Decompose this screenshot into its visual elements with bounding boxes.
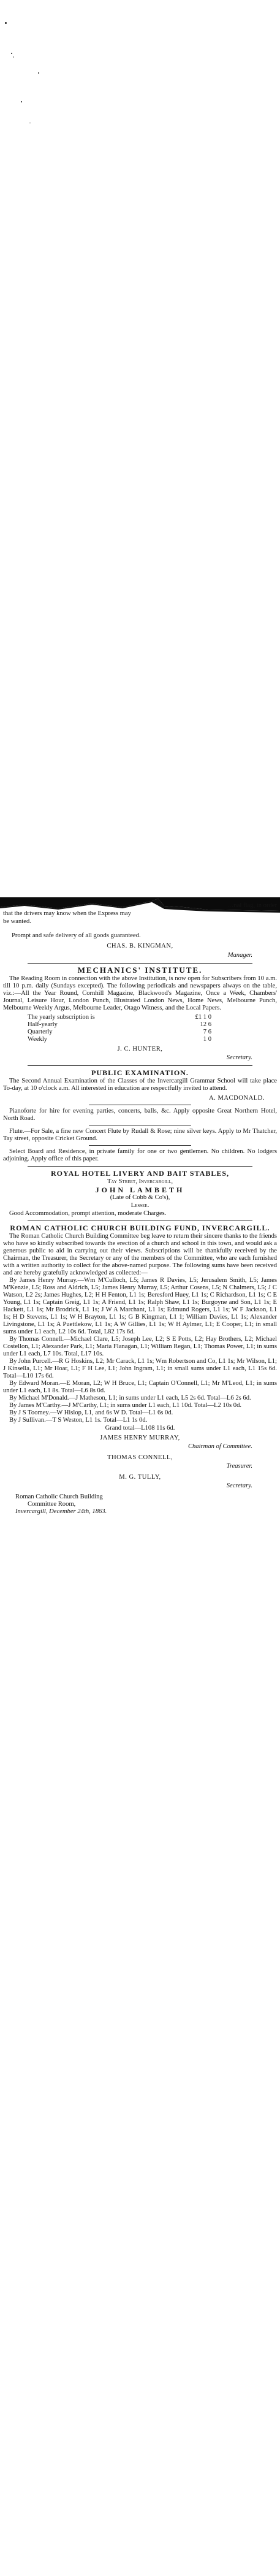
subscription-row [28, 1029, 211, 1036]
ad-heading: PUBLIC EXAMINATION. [91, 1068, 189, 1077]
ad-body: Good Accommodation, prompt attention, moderate Charges. [9, 1210, 167, 1217]
express-ad-fragment [3, 902, 277, 959]
church-building-fund-ad [3, 1224, 277, 1516]
ink-speck [21, 101, 22, 102]
ink-speck [11, 53, 12, 54]
treasurer-name: THOMAS CONNELL, [107, 1454, 173, 1461]
subscription-list: By James Henry Murray.—Wm M'Culloch, L5; James R Davies, L5; Jerusalem Smith, L5; James M'Kenzie, L5; Ross and Aldrich, L5; James Henry Murray, L5; Arthur Cosens, L5; N Chalmers, L5; J C Watson, L2 2s; James Hughes, L2; H H Fenton, L1 1s; Beresford Huey, L1 1s; C Richardson, L1 1s; C E Young, L1 1s; Captain Greig, L1 1s; A Friend, L1 1s; Ralph Shaw, L1 1s; Burgoyne and Son, L1 1s; E Hackett, L1 1s; Mr Brodrick, L1 1s; J W A Marchant, L1 1s; Edmund Rogers, L1 1s; W F Jackson, L1 1s; H D Stevens, L1 1s; W H Brayton, L1 1s; G B Kingman, L1 1; William Davies, L1 1s; Alexander Livingstone, L1 1s; A Puettlekow, L1 1s; A W Gillies, L1 1s; W H Aylmer, L1; E Cooper, L1; in small sums under L1 each, L2 10s 6d. Total, L82 17s 6d. [3, 1277, 277, 1335]
treasurer-title: Treasurer. [226, 1463, 252, 1470]
fragment-line: …nal flag, in order [227, 902, 277, 909]
signature: A. MACDONALD. [209, 1095, 265, 1102]
divider [28, 963, 252, 964]
ad-heading: ROYAL HOTEL LIVERY AND BAIT STABLES, [51, 1169, 229, 1178]
subscription-label: Weekly [28, 1036, 48, 1043]
committee-room-line: Roman Catholic Church Building [15, 1493, 103, 1500]
divider [28, 1166, 252, 1167]
ad-owner: JOHN LAMBETH [95, 1186, 185, 1194]
ad-heading: MECHANICS' INSTITUTE. [77, 965, 203, 975]
fragment-line: be wanted. [3, 918, 31, 925]
subscription-list: By J Sullivan.—T S Weston, L1 1s. Total—L1 1s 0d. [9, 1417, 148, 1424]
fragment-line: that the drivers may know when the Express may [3, 910, 131, 917]
subscription-list: By J S Toomey.—W Hislop, L1, and 6s W D. Total—L1 6s 0d. [9, 1409, 173, 1416]
ad-body: The Second Annual Examination of the Classes of the Invercargill Grammar School will take place To-day, at 10 o'clock a.m. All interested in education are respectfully invited to attend. [3, 1078, 277, 1092]
subscription-list: By John Purcell.—R G Hoskins, L2; Mr Carack, L1 1s; Wm Robertson and Co, L1 1s; Mr Wilson, L1; J Kinsella, L1; Mr Hoar, L1; F H Lee, L1; John Ingram, L1; in small sums under L1 each, L1 15s 6d. Total—L10 17s 6d. [3, 1358, 277, 1379]
subscription-row [28, 1036, 211, 1043]
public-examination-ad [3, 1069, 277, 1102]
subscription-list: By Michael M'Donald.—J Matheson, L1; in sums under L1 each, L5 2s 6d. Total—L6 2s 6d. [9, 1395, 251, 1401]
secretary-name: M. G. TULLY, [119, 1474, 161, 1481]
ad-owner-note: (Late of Cobb & Co's), [110, 1194, 170, 1201]
signature-title: Secretary. [226, 1054, 252, 1061]
subscription-label: Half-yearly [28, 1021, 58, 1028]
subscription-row [28, 1021, 211, 1029]
subscription-table [28, 1014, 211, 1043]
divider [89, 1145, 191, 1146]
flute-ad: Flute.—For Sale, a fine new Concert Flute by Rudall & Rose; nine silver keys. Apply to Mr Thatcher, Tay street, opposite Cricket Ground. [3, 1128, 277, 1142]
divider [28, 1065, 252, 1066]
ink-speck [5, 22, 7, 24]
secretary-title: Secretary. [226, 1482, 252, 1489]
grand-total: Grand total—L108 11s 6d. [105, 1425, 175, 1432]
royal-hotel-ad [3, 1170, 277, 1217]
newspaper-column [0, 902, 280, 1516]
signature: CHAS. B. KINGMAN, [107, 943, 173, 949]
dateline: Invercargill, December 24th, 1863. [15, 1508, 107, 1515]
subscription-amount: 7 6 [203, 1029, 211, 1035]
chairman-title: Chairman of Committee. [187, 1443, 252, 1450]
ad-body: The Roman Catholic Church Building Committee beg leave to return their sincere thanks to the friends who have so kindly subscribed towards the erection of a church and school in this town, and would ask a generous public to aid in carrying out their views. Subscriptions will be thankfully received by the Chairman, the Treasurer, the Secretary or any of the members of the Committee, who are each furnished with a written authority to collect for the above-named purpose. The following sums have been received and are hereby gratefully acknowledged as collected:— [3, 1233, 277, 1276]
pianoforte-ad: Pianoforte for hire for evening parties, concerts, balls, &c. Apply opposite Great Northern Hotel, North Road. [3, 1108, 277, 1122]
ink-speck [38, 72, 39, 74]
subscription-list: By Thomas Connell.—Michael Clare, L5; Joseph Lee, L2; S E Potts, L2; Hay Brothers, L2; Michael Costellon, L1; Alexander Park, L1; Maria Flanagan, L1; William Regan, L1; Thomas Power, L1; in sums under L1 each, L7 10s. Total, L17 10s. [3, 1336, 277, 1357]
ad-lessee: Lessee. [131, 1202, 149, 1209]
ink-speck [13, 56, 14, 58]
signature: J. C. HUNTER, [117, 1046, 163, 1052]
subscription-row [28, 1014, 211, 1021]
mechanics-institute-ad [3, 967, 277, 1062]
board-residence-ad: Select Board and Residence, in private family for one or two gentlemen. No children. No lodgers adjoining. Apply office of this paper. [3, 1148, 277, 1162]
subscription-list: By James M'Carthy.—J M'Carthy, L1; in sums under L1 each, L1 10d. Total—L2 10s 0d. [9, 1402, 242, 1409]
fragment-line: Prompt and safe delivery of all goods guaranteed. [12, 932, 141, 939]
blank-page-area [0, 0, 280, 902]
subscription-label: The yearly subscription is [28, 1014, 95, 1021]
committee-room-line: Committee Room, [28, 1501, 76, 1508]
chairman-name: JAMES HENRY MURRAY, [100, 1435, 180, 1441]
subscription-amount: 12 6 [200, 1021, 211, 1028]
ad-address: Tay Street, Invercargill, [107, 1178, 173, 1185]
subscription-list: By Edward Moran.—E Moran, L2; W H Bruce, L1; Captain O'Connell, L1; Mr M'Leod, L1; in sums under L1 each, L1 8s. Total—L6 8s 0d. [3, 1380, 277, 1394]
subscription-amount: 1 0 [203, 1036, 211, 1043]
subscription-amount: £1 1 0 [195, 1014, 211, 1021]
subscription-label: Quarterly [28, 1029, 53, 1035]
ad-heading: ROMAN CATHOLIC CHURCH BUILDING FUND, INVERCARGILL. [10, 1224, 270, 1232]
ad-body: The Reading Room in connection with the above Institution, is now open for Subscribers from 10 a.m. till 10 p.m. daily (Sundays excepted). The following periodicals and newspapers always on the table, viz.:—All the Year Round, Cornhill Magazine, Blackwood's Magazine, Once a Week, Chambers' Journal, Leisure Hour, London Punch, Illustrated London News, Home News, Melbourne Punch, Melbourne Weekly Argus, Melbourne Leader, Otago Witness, and the Local Papers. [3, 975, 277, 1011]
signature-title: Manager. [227, 952, 252, 959]
